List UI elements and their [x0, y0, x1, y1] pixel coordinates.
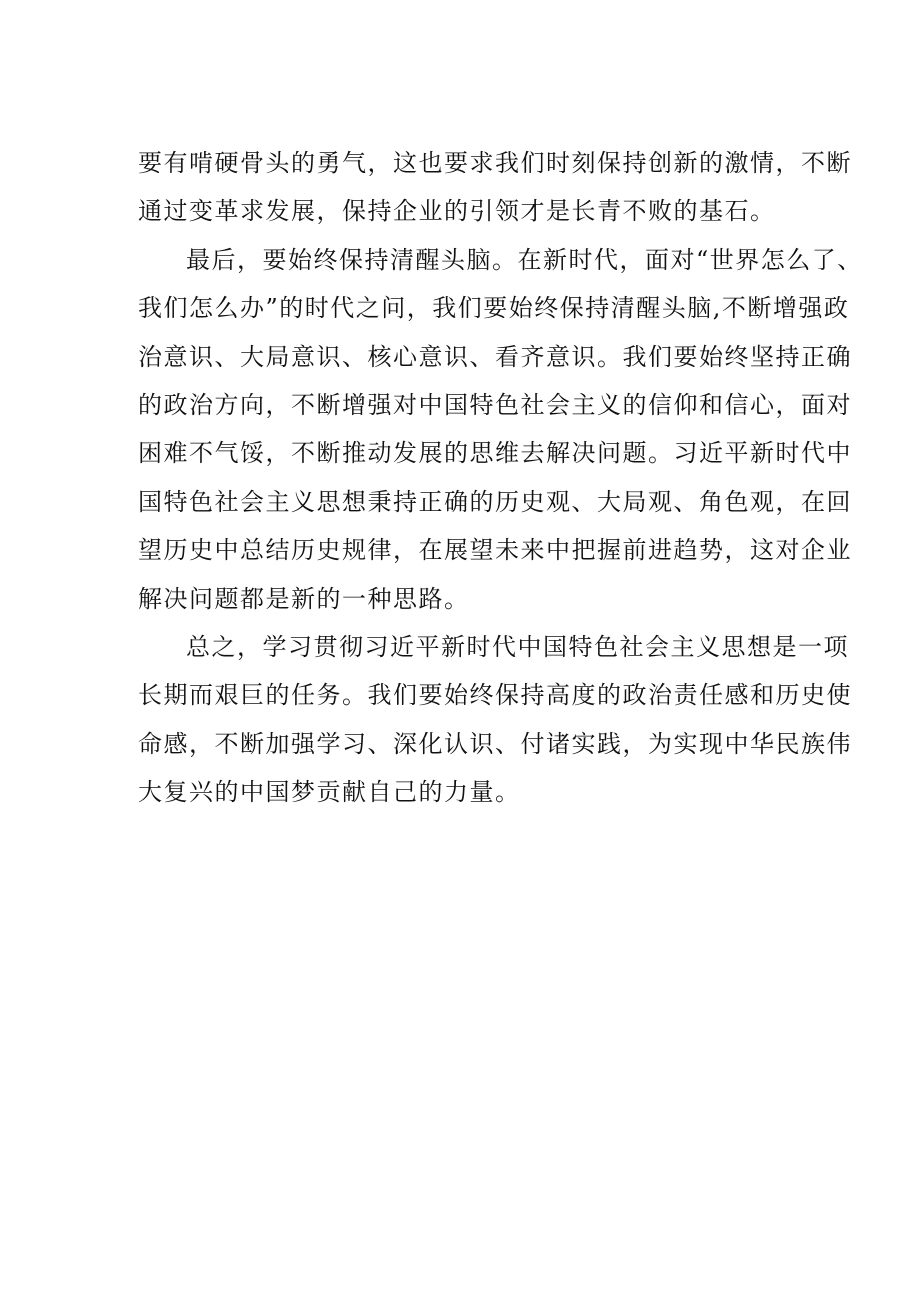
paragraph-finally — [138, 236, 863, 623]
text-line: 解决问题都是新的一种思路。 — [138, 584, 470, 613]
text-line: 最后，要始终保持清醒头脑。在新时代，面对“世界怎么了、 — [186, 245, 863, 274]
text-line: 治意识、大局意识、核心意识、看齐意识。我们要始终坚持正确 — [138, 342, 852, 371]
text-line: 要有啃硬骨头的勇气，这也要求我们时刻保持创新的激情，不断 — [138, 149, 852, 177]
text-line: 国特色社会主义思想秉持正确的历史观、大局观、角色观，在回 — [138, 487, 852, 516]
text-line: 通过变革求发展，保持企业的引领才是长青不败的基石。 — [138, 197, 776, 226]
text-line: 我们怎么办”的时代之问，我们要始终保持清醒头脑,不断增强政 — [138, 294, 850, 323]
text-line: 命感，不断加强学习、深化认识、付诸实践，为实现中华民族伟 — [138, 729, 852, 758]
text-line: 总之，学习贯彻习近平新时代中国特色社会主义思想是一项 — [186, 632, 849, 661]
text-line: 长期而艰巨的任务。我们要始终保持高度的政治责任感和历史使 — [138, 681, 852, 710]
paragraph-conclusion — [138, 623, 852, 817]
text-line: 困难不气馁，不断推动发展的思维去解决问题。习近平新时代中 — [138, 439, 852, 468]
text-line: 的政治方向，不断增强对中国特色社会主义的信仰和信心，面对 — [138, 390, 852, 419]
text-line: 大复兴的中国梦贡献自己的力量。 — [138, 778, 521, 807]
document-body — [138, 139, 863, 816]
text-line: 望历史中总结历史规律，在展望未来中把握前进趋势，这对企业 — [138, 536, 852, 565]
paragraph-continuation — [138, 139, 852, 236]
